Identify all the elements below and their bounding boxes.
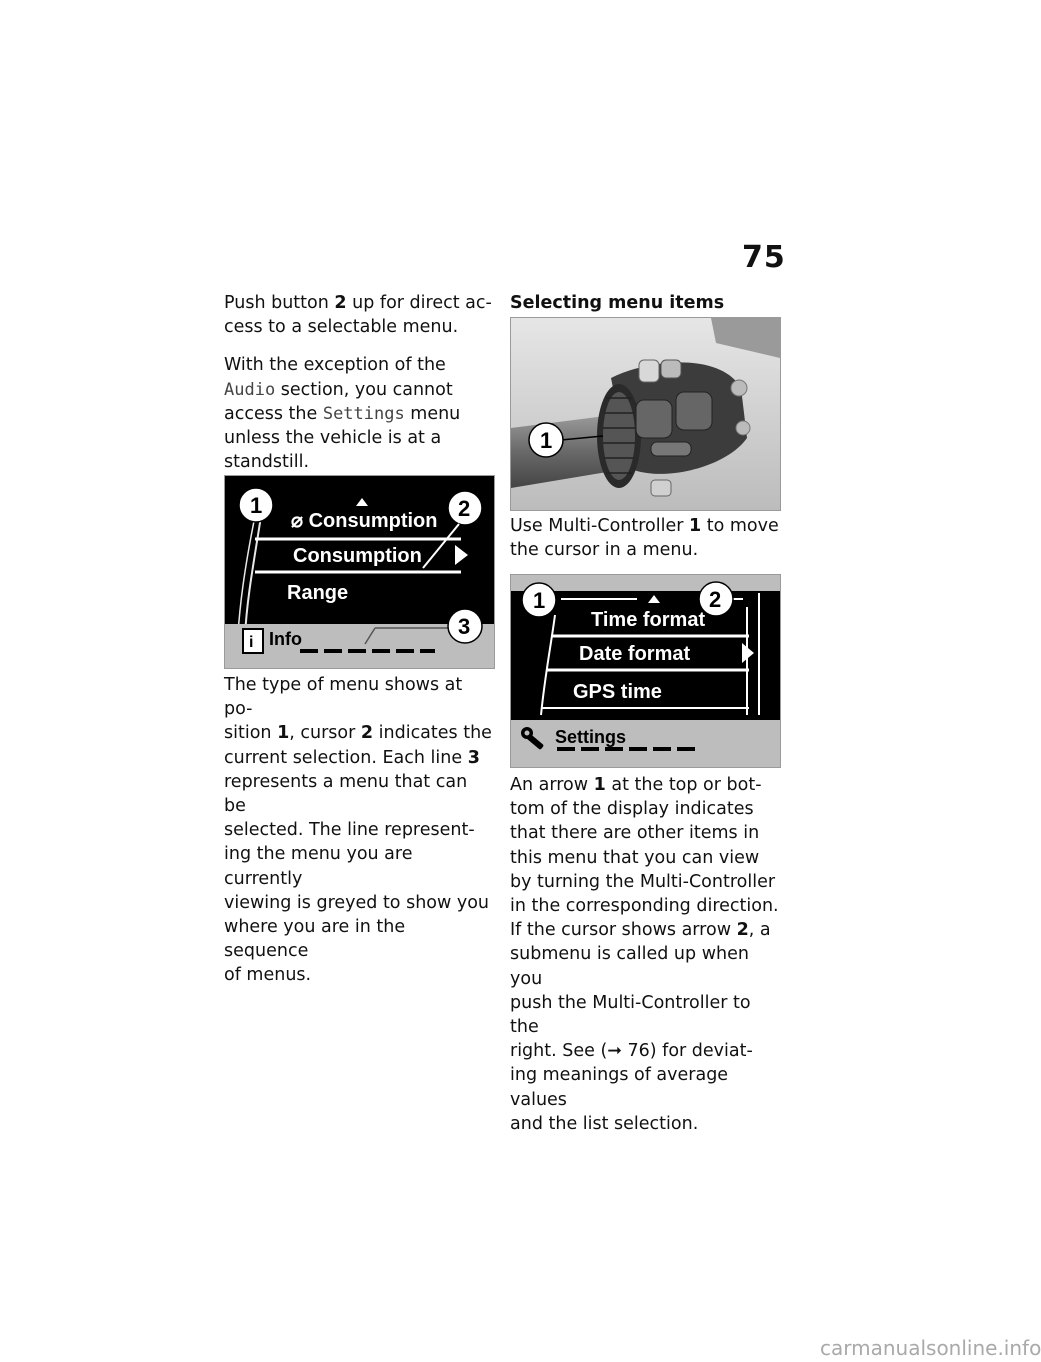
paragraph-multi-controller: Use Multi-Controller 1 to move the cursor in a menu. bbox=[510, 516, 779, 561]
right-column-middle bbox=[510, 514, 782, 576]
paragraph-settings-restriction: With the exception of the Audio section, you cannot access the Settings menu unless the vehicle is at a standstill. bbox=[224, 355, 461, 473]
figure-info-menu bbox=[224, 475, 495, 669]
menu-row-2: Consumption bbox=[293, 545, 422, 567]
footer-label: Info bbox=[269, 629, 302, 649]
right-column-lower bbox=[510, 773, 782, 1150]
callout-1: 1 bbox=[533, 588, 546, 613]
figure-settings-menu bbox=[510, 574, 781, 768]
menu-row-3: GPS time bbox=[573, 681, 662, 703]
left-column bbox=[224, 291, 494, 488]
audio-label: Audio bbox=[224, 379, 276, 400]
menu-row-1: Time format bbox=[591, 609, 706, 631]
menu-row-3: Range bbox=[287, 582, 349, 604]
settings-label: Settings bbox=[322, 403, 405, 424]
left-column-lower bbox=[224, 673, 494, 1002]
watermark: carmanualsonline.info bbox=[820, 1336, 1041, 1360]
page-number: 75 bbox=[742, 240, 786, 275]
callout-1: 1 bbox=[250, 493, 263, 518]
paragraph-direct-access: Push button 2 up for direct ac- cess to a selectable menu. bbox=[224, 293, 492, 338]
figure-multi-controller bbox=[510, 317, 781, 511]
svg-text:i: i bbox=[249, 634, 254, 651]
menu-row-2: Date format bbox=[579, 643, 691, 665]
callout-3: 3 bbox=[458, 614, 471, 639]
callout-1: 1 bbox=[540, 428, 553, 453]
paragraph-menu-type: The type of menu shows at po- sition 1, cursor 2 indicates the current selection. Each line 3 represents a menu that can be selected. The line represent- ing the menu you are currently viewing is greyed to show you where you are in the sequence of menus. bbox=[224, 675, 492, 986]
section-heading: Selecting menu items bbox=[510, 293, 725, 313]
footer-label: Settings bbox=[555, 727, 627, 747]
page-reference-arrow-icon: ➞ bbox=[607, 1041, 622, 1062]
callout-2: 2 bbox=[709, 587, 722, 612]
paragraph-arrows: An arrow 1 at the top or bot- tom of the display indicates that there are other items in this menu that you can view by turning the Multi-Controller in the corresponding direction. If the cursor shows arrow 2, a submenu is called up when you push the Multi-Controller to the right. See (➞ 76) for deviat- ing meanings of average values and the list selection. bbox=[510, 775, 779, 1134]
menu-row-1: ⌀ Consumption bbox=[291, 510, 438, 532]
callout-2: 2 bbox=[458, 496, 471, 521]
